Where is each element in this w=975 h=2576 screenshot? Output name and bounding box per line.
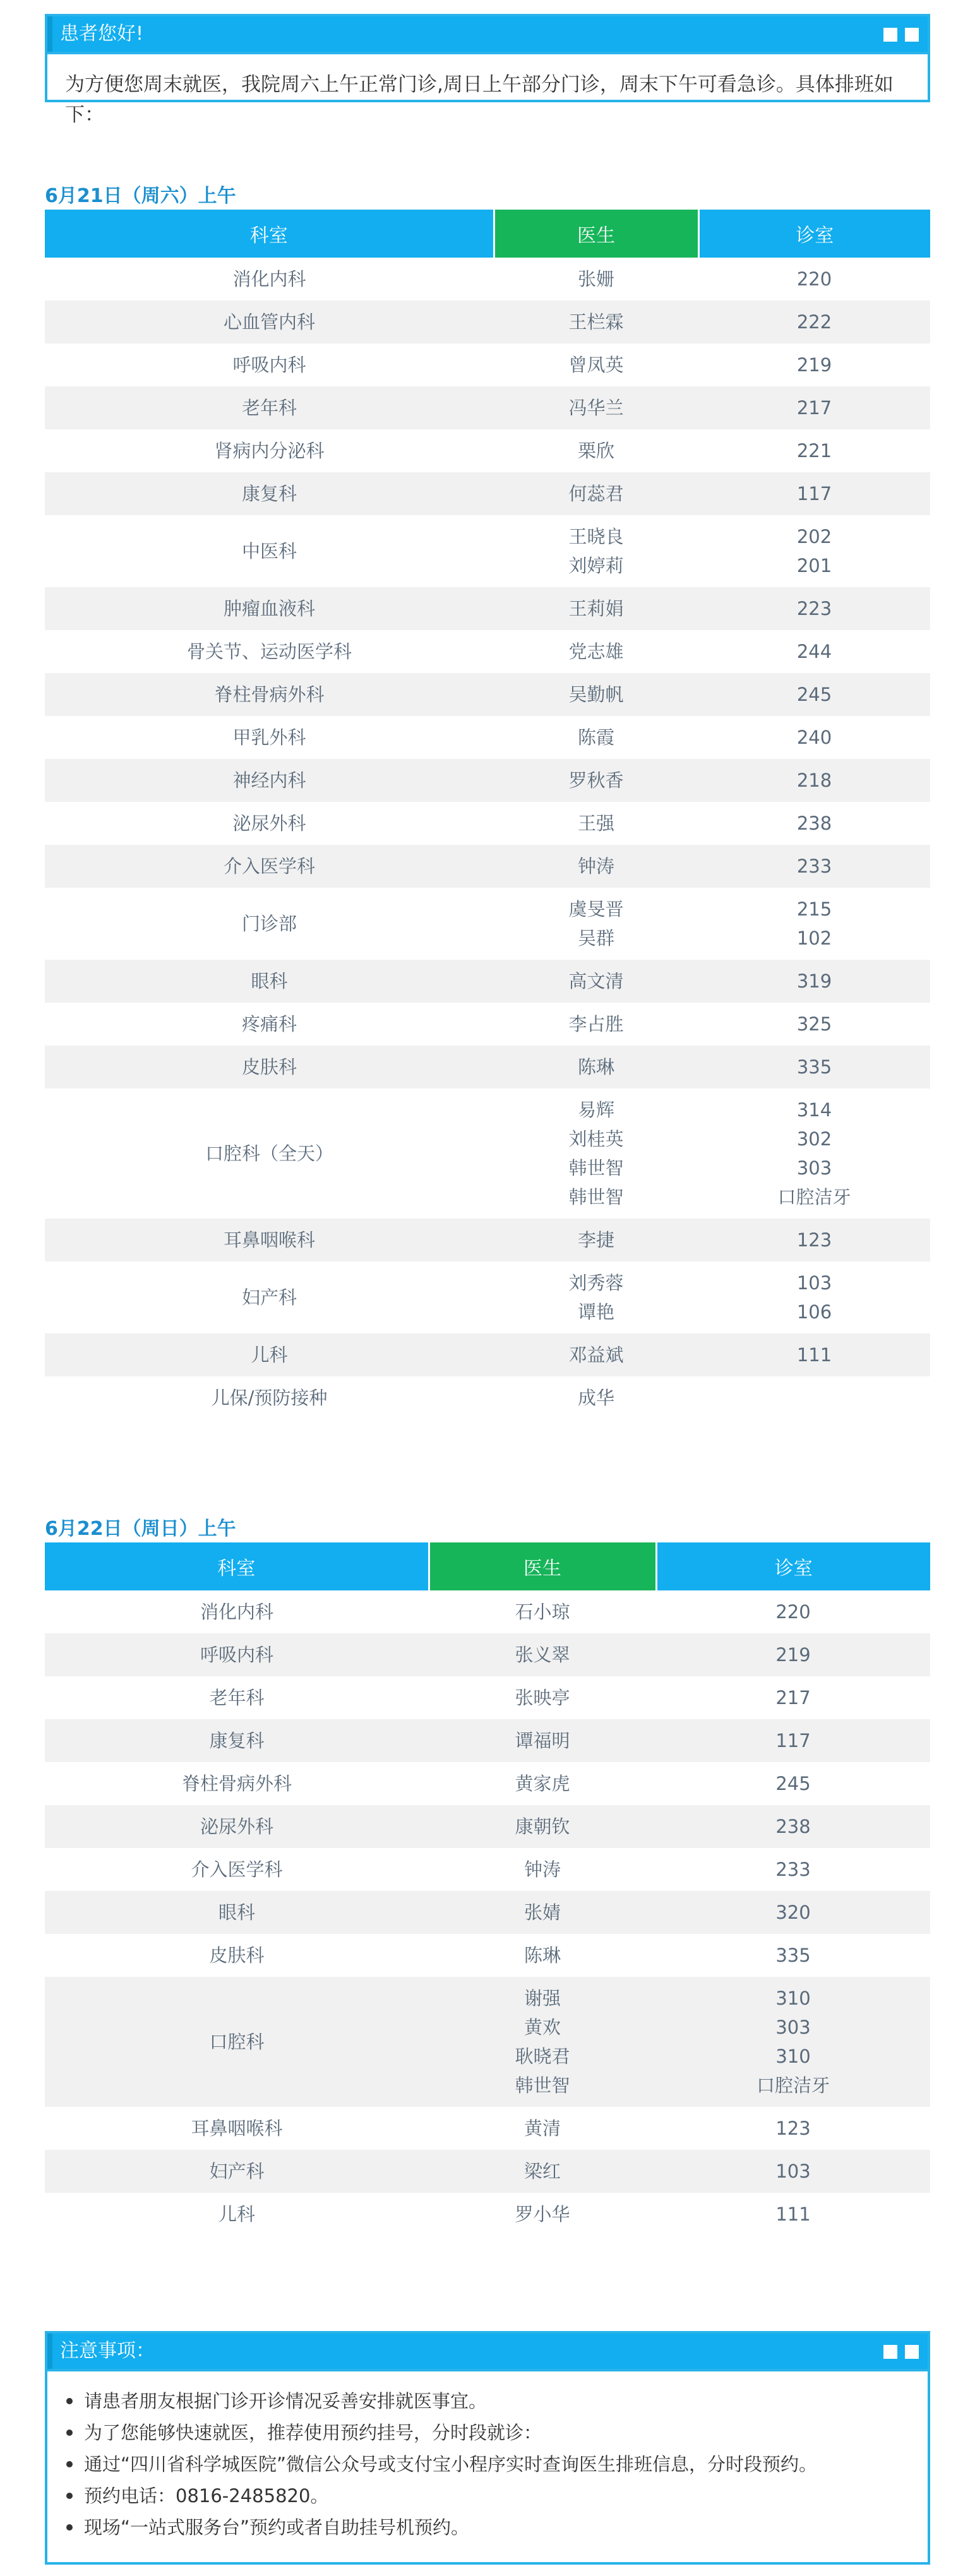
dept-cell: 皮肤科 xyxy=(209,1945,265,1966)
doctor-name: 陈霞 xyxy=(577,727,614,748)
saturday-title: 6月21日（周六）上午 xyxy=(45,185,236,207)
room-cell xyxy=(656,1805,930,1848)
dept-cell: 肿瘤血液科 xyxy=(45,587,494,630)
room-number: 303 xyxy=(796,1157,832,1179)
table-row xyxy=(45,1376,930,1419)
room-number: 218 xyxy=(796,770,832,791)
table-row xyxy=(45,1590,930,1633)
square-icon xyxy=(883,28,897,42)
room-cell xyxy=(698,1088,930,1219)
doctor-name: 石小琼 xyxy=(515,1601,570,1623)
doctor-name: 成华 xyxy=(577,1387,614,1409)
room-number: 223 xyxy=(796,598,832,619)
table-row xyxy=(45,587,930,630)
table-row xyxy=(45,2193,930,2236)
notice-title: 注意事项： xyxy=(60,2340,155,2362)
doctor-name: 钟涛 xyxy=(523,1859,561,1880)
doctor-cell xyxy=(494,845,698,888)
room-number: 215 xyxy=(796,898,832,920)
table-row xyxy=(45,472,930,515)
room-number: 217 xyxy=(796,397,832,419)
room-number: 117 xyxy=(796,483,832,504)
room-cell xyxy=(698,343,930,386)
room-number: 233 xyxy=(775,1859,811,1880)
room-cell xyxy=(698,1261,930,1333)
doctor-name: 陈琳 xyxy=(523,1945,561,1966)
room-number: 221 xyxy=(796,440,832,462)
doctor-name: 党志雄 xyxy=(568,641,624,662)
notice-list xyxy=(47,2371,928,2543)
room-number: 219 xyxy=(775,1644,811,1666)
room-number: 314 xyxy=(796,1099,832,1121)
doctor-cell xyxy=(429,1676,656,1719)
doctor-cell xyxy=(429,1719,656,1762)
doctor-cell xyxy=(429,2150,656,2193)
table-row xyxy=(45,2150,930,2193)
doctor-name: 谭艳 xyxy=(577,1301,614,1323)
header-dept: 科室 xyxy=(45,1542,429,1590)
doctor-name: 张姗 xyxy=(577,268,614,290)
doctor-name: 谭福明 xyxy=(515,1730,570,1751)
dept-cell: 骨关节、运动医学科 xyxy=(186,641,352,662)
sunday-title: 6月22日（周日）上午 xyxy=(45,1518,236,1540)
dept-cell: 口腔科（全天） xyxy=(205,1143,333,1164)
doctor-name: 钟涛 xyxy=(577,856,614,877)
dept-cell: 介入医学科 xyxy=(191,1859,283,1880)
doctor-cell xyxy=(494,587,698,630)
notice-card xyxy=(45,2331,930,2565)
doctor-cell xyxy=(494,716,698,759)
doctor-cell xyxy=(494,386,698,429)
room-cell xyxy=(698,515,930,587)
room-cell xyxy=(656,2107,930,2150)
doctor-name: 韩世智 xyxy=(568,1157,624,1179)
doctor-cell xyxy=(429,1805,656,1848)
room-cell xyxy=(698,888,930,960)
room-number: 217 xyxy=(775,1687,811,1708)
doctor-name: 罗小华 xyxy=(515,2203,570,2225)
header-accent-bar xyxy=(47,16,52,52)
header-doctor: 医生 xyxy=(429,1542,656,1590)
dept-cell: 耳鼻咽喉科 xyxy=(191,2118,283,2139)
doctor-cell xyxy=(494,1261,698,1333)
dept-cell: 儿科 xyxy=(218,2203,255,2225)
intro-header xyxy=(47,16,928,54)
room-cell xyxy=(656,2193,930,2236)
room-number: 220 xyxy=(775,1601,811,1623)
room-number: 220 xyxy=(796,268,832,290)
square-icon xyxy=(905,28,919,42)
dept-cell: 呼吸内科 xyxy=(45,1633,429,1676)
doctor-name: 韩世智 xyxy=(515,2075,570,2096)
doctor-name: 黄欢 xyxy=(523,2017,561,2038)
table-row xyxy=(45,1891,930,1934)
dept-cell: 皮肤科 xyxy=(45,1046,494,1088)
room-number: 240 xyxy=(796,727,832,748)
doctor-name: 刘婷莉 xyxy=(568,555,624,576)
table-row xyxy=(45,258,930,301)
room-number: 102 xyxy=(796,927,832,949)
doctor-cell xyxy=(494,630,698,673)
table-row xyxy=(45,845,930,888)
table-row xyxy=(45,1333,930,1376)
table-row xyxy=(45,301,930,343)
room-number: 245 xyxy=(796,684,832,705)
doctor-cell xyxy=(494,1088,698,1219)
intro-card xyxy=(45,14,930,126)
doctor-cell xyxy=(494,1376,698,1419)
table-header-row xyxy=(45,1542,930,1590)
room-number: 325 xyxy=(796,1013,832,1035)
room-number: 111 xyxy=(796,1344,832,1366)
room-number: 335 xyxy=(796,1056,832,1078)
dept-cell: 康复科 xyxy=(45,472,494,515)
intro-title: 患者您好! xyxy=(60,23,144,45)
square-icon xyxy=(905,2345,919,2359)
dept-cell: 神经内科 xyxy=(45,759,494,802)
room-number: 335 xyxy=(775,1945,811,1966)
notice-item: 预约电话：0816-2485820。 xyxy=(84,2480,910,2512)
room-cell xyxy=(698,1333,930,1376)
room-number: 103 xyxy=(796,1272,832,1294)
header-room: 诊室 xyxy=(656,1542,930,1590)
doctor-name: 吴勤帆 xyxy=(568,684,624,705)
room-cell xyxy=(698,386,930,429)
doctor-cell xyxy=(429,2107,656,2150)
room-cell xyxy=(698,960,930,1003)
room-cell xyxy=(698,802,930,845)
table-row xyxy=(45,1977,930,2107)
room-cell xyxy=(656,1633,930,1676)
room-number: 238 xyxy=(796,813,832,834)
dept-cell: 疼痛科 xyxy=(241,1013,297,1035)
room-number: 245 xyxy=(775,1773,811,1794)
room-cell xyxy=(656,1848,930,1891)
header-room: 诊室 xyxy=(698,210,930,258)
doctor-cell xyxy=(429,1891,656,1934)
table-row xyxy=(45,960,930,1003)
doctor-cell xyxy=(429,2193,656,2236)
dept-cell: 妇产科 xyxy=(241,1287,297,1308)
table-row xyxy=(45,1261,930,1333)
square-icon xyxy=(883,2345,897,2359)
intro-text: 为方便您周末就医，我院周六上午正常门诊,周日上午部分门诊，周末下午可看急诊。具体排班如下： xyxy=(65,73,894,126)
doctor-name: 谢强 xyxy=(523,1988,561,2009)
doctor-cell xyxy=(494,258,698,301)
doctor-cell xyxy=(494,515,698,587)
room-number: 310 xyxy=(775,1988,811,2009)
dept-cell: 消化内科 xyxy=(200,1601,273,1623)
doctor-name: 李占胜 xyxy=(568,1013,624,1035)
doctor-cell xyxy=(494,429,698,472)
doctor-name: 易辉 xyxy=(577,1099,614,1121)
dept-cell: 脊柱骨病外科 xyxy=(45,673,494,716)
table-header-row xyxy=(45,210,930,258)
room-cell xyxy=(698,845,930,888)
room-number: 222 xyxy=(796,311,832,333)
dept-cell: 口腔科 xyxy=(45,1977,429,2107)
room-cell xyxy=(656,1676,930,1719)
doctor-cell xyxy=(494,1219,698,1261)
room-cell xyxy=(698,1376,930,1419)
table-row xyxy=(45,2107,930,2150)
doctor-name: 陈琳 xyxy=(577,1056,614,1078)
table-row xyxy=(45,716,930,759)
dept-cell: 中医科 xyxy=(241,540,297,562)
table-row xyxy=(45,429,930,472)
room-number: 111 xyxy=(775,2203,811,2225)
notice-header xyxy=(47,2334,928,2371)
dept-cell: 儿科 xyxy=(45,1333,494,1376)
table-row xyxy=(45,1848,930,1891)
room-cell xyxy=(698,673,930,716)
header-accent-bar xyxy=(47,2334,52,2369)
doctor-name: 刘秀蓉 xyxy=(568,1272,624,1294)
table-row xyxy=(45,802,930,845)
table-row xyxy=(45,1088,930,1219)
table-row xyxy=(45,515,930,587)
room-cell xyxy=(698,1003,930,1046)
room-number: 310 xyxy=(775,2046,811,2067)
doctor-cell xyxy=(429,1633,656,1676)
room-number: 302 xyxy=(796,1128,832,1150)
dept-cell: 泌尿外科 xyxy=(45,1805,429,1848)
doctor-cell xyxy=(494,1333,698,1376)
room-number: 口腔洁牙 xyxy=(777,1186,851,1208)
room-number xyxy=(698,1383,930,1412)
doctor-name: 吴群 xyxy=(577,927,614,949)
doctor-name: 梁红 xyxy=(523,2161,561,2182)
dept-cell: 眼科 xyxy=(45,960,494,1003)
table-row xyxy=(45,759,930,802)
room-number: 123 xyxy=(796,1229,832,1251)
table-row xyxy=(45,1219,930,1261)
doctor-cell xyxy=(494,802,698,845)
room-cell xyxy=(656,1891,930,1934)
room-cell xyxy=(698,472,930,515)
room-cell xyxy=(656,1590,930,1633)
doctor-cell xyxy=(494,673,698,716)
doctor-name: 邓益斌 xyxy=(568,1344,624,1366)
room-number: 303 xyxy=(775,2017,811,2038)
notice-item: 请患者朋友根据门诊开诊情况妥善安排就医事宜。 xyxy=(84,2385,910,2417)
table-row xyxy=(45,1046,930,1088)
room-number: 123 xyxy=(775,2118,811,2139)
room-cell xyxy=(698,429,930,472)
dept-cell: 妇产科 xyxy=(45,2150,429,2193)
doctor-name: 王莉娟 xyxy=(568,598,624,619)
room-cell xyxy=(698,301,930,343)
room-cell xyxy=(656,1719,930,1762)
doctor-name: 冯华兰 xyxy=(568,397,624,419)
room-cell xyxy=(656,1977,930,2107)
room-number: 319 xyxy=(796,970,832,992)
dept-cell: 老年科 xyxy=(209,1687,265,1708)
table-row xyxy=(45,1676,930,1719)
room-number: 244 xyxy=(796,641,832,662)
sunday-schedule-table xyxy=(45,1542,930,2236)
room-cell xyxy=(656,1934,930,1977)
dept-cell: 耳鼻咽喉科 xyxy=(45,1219,494,1261)
header-dept: 科室 xyxy=(45,210,494,258)
doctor-cell xyxy=(429,1848,656,1891)
room-cell xyxy=(698,1046,930,1088)
doctor-name: 虞旻晋 xyxy=(568,898,624,920)
doctor-cell xyxy=(494,301,698,343)
table-row xyxy=(45,1719,930,1762)
doctor-cell xyxy=(429,1977,656,2107)
dept-cell: 消化内科 xyxy=(232,268,306,290)
sunday-rows xyxy=(45,1590,930,2236)
room-cell xyxy=(698,1219,930,1261)
dept-cell: 呼吸内科 xyxy=(232,354,306,376)
table-row xyxy=(45,343,930,386)
dept-cell: 肾病内分泌科 xyxy=(214,440,325,462)
doctor-name: 韩世智 xyxy=(568,1186,624,1208)
table-row xyxy=(45,386,930,429)
saturday-schedule-table xyxy=(45,210,930,1419)
doctor-name: 王晓良 xyxy=(568,526,624,547)
doctor-name: 康朝钦 xyxy=(515,1816,570,1837)
saturday-rows xyxy=(45,258,930,1419)
doctor-name: 王栏霖 xyxy=(568,311,624,333)
doctor-cell xyxy=(494,343,698,386)
doctor-cell xyxy=(494,1046,698,1088)
doctor-name: 张义翠 xyxy=(515,1644,570,1666)
doctor-name: 曾凤英 xyxy=(568,354,624,376)
doctor-cell xyxy=(494,1003,698,1046)
table-row xyxy=(45,673,930,716)
doctor-cell xyxy=(494,759,698,802)
doctor-name: 耿晓君 xyxy=(515,2046,570,2067)
table-row xyxy=(45,1934,930,1977)
table-row xyxy=(45,1633,930,1676)
doctor-name: 黄清 xyxy=(523,2118,561,2139)
doctor-name: 张映亭 xyxy=(515,1687,570,1708)
room-number: 233 xyxy=(796,856,832,877)
room-number: 320 xyxy=(775,1902,811,1923)
table-row xyxy=(45,1003,930,1046)
notice-item: 通过“四川省科学城医院”微信公众号或支付宝小程序实时查询医生排班信息，分时段预约。 xyxy=(84,2448,910,2480)
notice-item: 为了您能够快速就医，推荐使用预约挂号，分时段就诊： xyxy=(84,2417,910,2448)
doctor-cell xyxy=(429,1590,656,1633)
room-number: 219 xyxy=(796,354,832,376)
doctor-name: 黄家虎 xyxy=(515,1773,570,1794)
room-cell xyxy=(698,759,930,802)
room-cell xyxy=(698,587,930,630)
doctor-name: 高文清 xyxy=(568,970,624,992)
doctor-cell xyxy=(494,960,698,1003)
dept-cell: 老年科 xyxy=(45,386,494,429)
dept-cell: 康复科 xyxy=(45,1719,429,1762)
room-cell xyxy=(698,258,930,301)
dept-cell: 眼科 xyxy=(45,1891,429,1934)
doctor-name: 张婧 xyxy=(523,1902,561,1923)
dept-cell: 儿保/预防接种 xyxy=(211,1387,328,1409)
room-cell xyxy=(698,716,930,759)
doctor-name: 罗秋香 xyxy=(568,770,624,791)
room-number: 106 xyxy=(796,1301,832,1323)
doctor-cell xyxy=(494,472,698,515)
table-row xyxy=(45,1762,930,1805)
table-row xyxy=(45,1805,930,1848)
doctor-cell xyxy=(494,888,698,960)
room-number: 117 xyxy=(775,1730,811,1751)
doctor-name: 刘桂英 xyxy=(568,1128,624,1150)
doctor-name: 何蕊君 xyxy=(568,483,624,504)
room-number: 201 xyxy=(796,555,832,576)
doctor-cell xyxy=(429,1934,656,1977)
room-number: 口腔洁牙 xyxy=(756,2075,830,2096)
dept-cell: 门诊部 xyxy=(241,913,297,934)
doctor-cell xyxy=(429,1762,656,1805)
room-number: 103 xyxy=(775,2161,811,2182)
table-row xyxy=(45,888,930,960)
room-number: 202 xyxy=(796,526,832,547)
room-cell xyxy=(656,1762,930,1805)
dept-cell: 介入医学科 xyxy=(45,845,494,888)
dept-cell: 心血管内科 xyxy=(45,301,494,343)
room-cell xyxy=(698,630,930,673)
doctor-name: 李捷 xyxy=(577,1229,614,1251)
table-row xyxy=(45,630,930,673)
dept-cell: 脊柱骨病外科 xyxy=(181,1773,292,1794)
room-cell xyxy=(656,2150,930,2193)
dept-cell: 泌尿外科 xyxy=(232,813,306,834)
notice-item: 现场“一站式服务台”预约或者自助挂号机预约。 xyxy=(84,2512,910,2543)
dept-cell: 甲乳外科 xyxy=(232,727,306,748)
header-doctor: 医生 xyxy=(494,210,698,258)
doctor-name: 王强 xyxy=(577,813,614,834)
room-number: 238 xyxy=(775,1816,811,1837)
doctor-name: 栗欣 xyxy=(577,440,614,462)
